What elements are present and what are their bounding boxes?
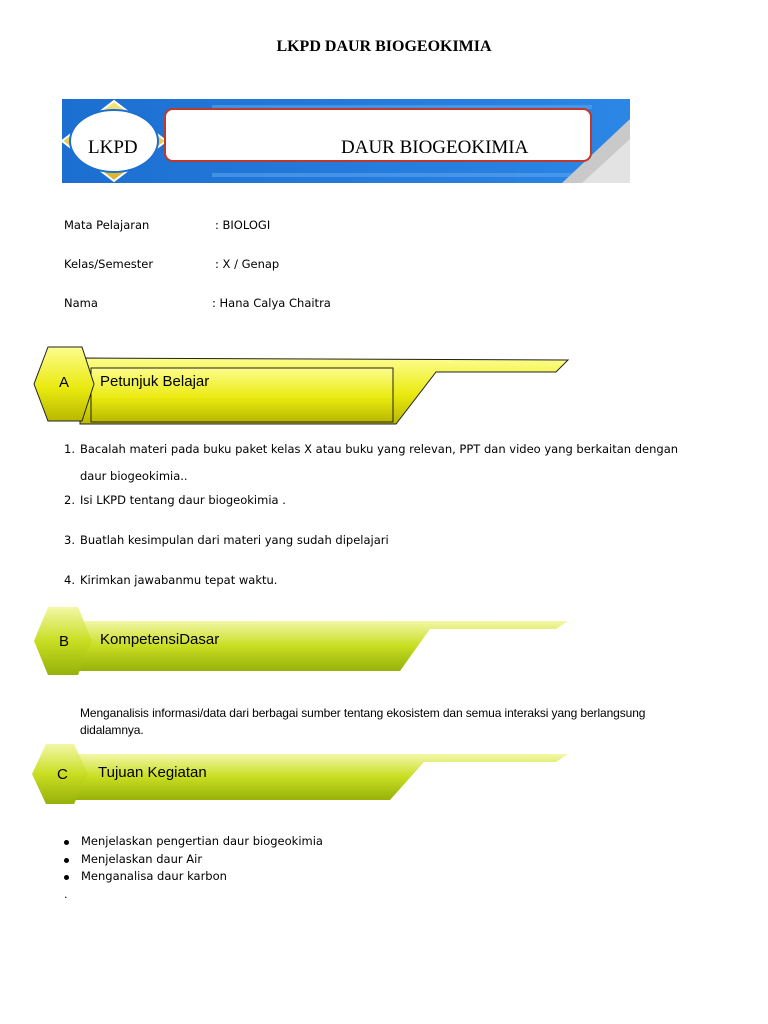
info-label-name: Nama [64,296,98,310]
bullet-icon [64,840,69,845]
info-value-class: : X / Genap [215,257,280,271]
banner-title: DAUR BIOGEOKIMIA [341,137,529,158]
bullet-icon [64,875,69,880]
instruction-item: 1. Bacalah materi pada buku paket kelas X atau buku yang relevan, PPT dan video yang berkaitan dengan daur biogeokimia.. [64,442,679,483]
instruction-item: 4. Kirimkan jawabanmu tepat waktu. [64,573,278,587]
instruction-item: 3. Buatlah kesimpulan dari materi yang sudah dipelajari [64,533,389,547]
info-label-class: Kelas/Semester [64,257,154,271]
banner-badge: LKPD [88,137,138,158]
document-title: LKPD DAUR BIOGEOKIMIA [276,38,492,55]
section-b-title: KompetensiDasar [100,631,220,648]
section-b-letter: B [59,633,70,650]
info-value-name: : Hana Calya Chaitra [212,296,331,310]
instruction-item: 2. Isi LKPD tentang daur biogeokimia . [64,493,286,507]
section-a-letter: A [59,374,70,391]
info-label-subject: Mata Pelajaran [64,218,150,232]
section-c-title: Tujuan Kegiatan [98,764,207,781]
competency-text: Menganalisis informasi/data dari berbagai sumber tentang ekosistem dan semua interaksi yang berlangsung didalamnya. [80,706,646,737]
trailing-mark: . [64,888,68,901]
info-value-subject: : BIOLOGI [215,218,271,232]
section-a-title: Petunjuk Belajar [100,373,210,390]
section-c-letter: C [57,766,68,783]
bullet-icon [64,858,69,863]
